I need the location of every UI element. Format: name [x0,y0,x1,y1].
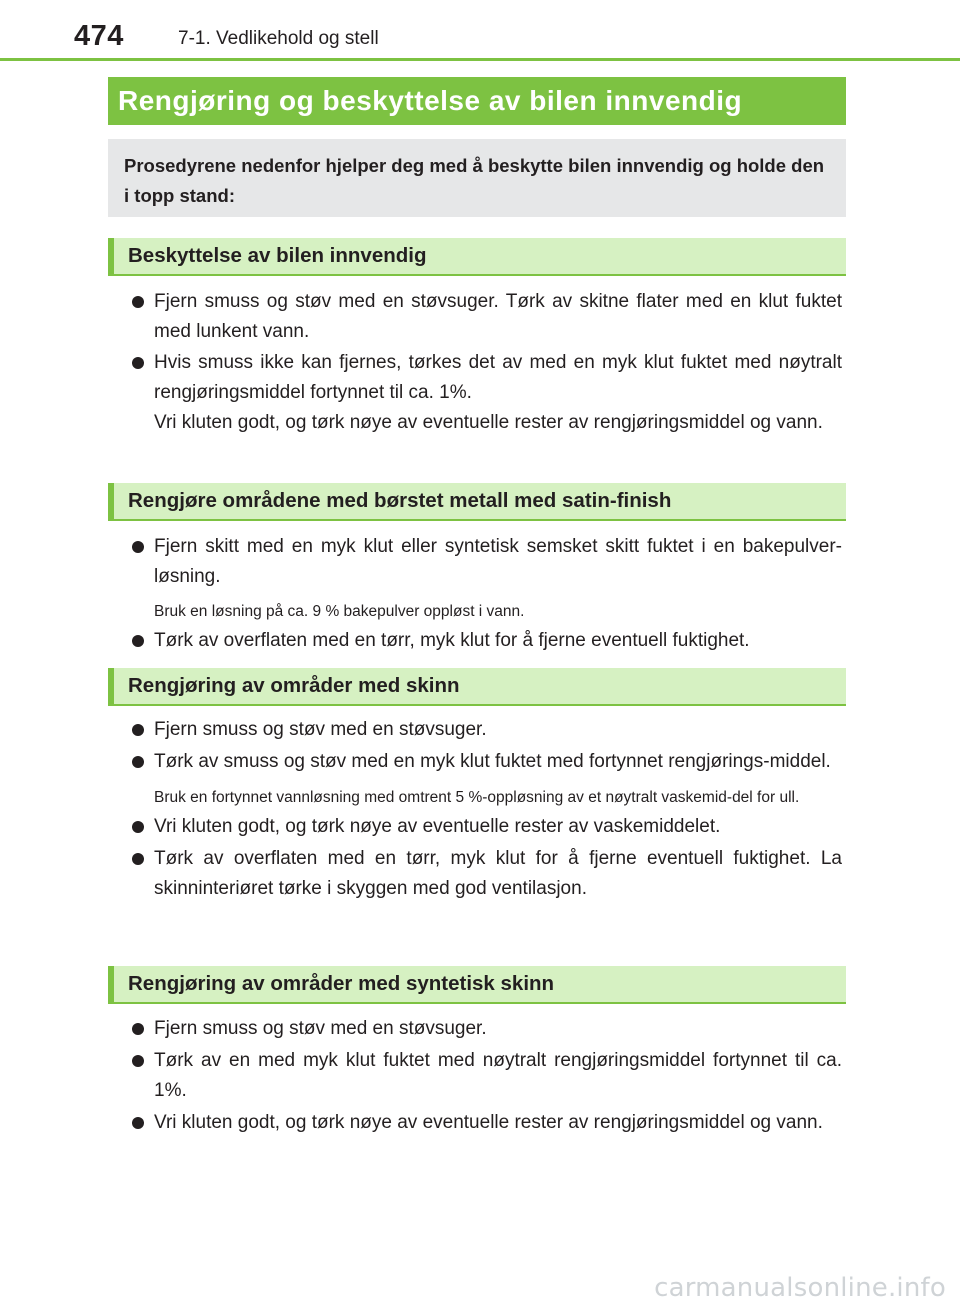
list-item-text: Vri kluten godt, og tørk nøye av eventuelle rester av rengjøringsmiddel og vann. [154,412,823,433]
intro-box: Prosedyrene nedenfor hjelper deg med å beskytte bilen innvendig og holde den i topp stand: [108,139,846,217]
note-text: Bruk en fortynnet vannløsning med omtrent 5 %-oppløsning av et nøytralt vaskemid-del for ull. [154,789,800,806]
bullet-icon [132,357,144,369]
bullet-icon [132,1117,144,1129]
chapter-title: 7-1. Vedlikehold og stell [178,28,379,49]
bullet-icon [132,724,144,736]
list-item [130,1046,842,1106]
watermark: carmanualsonline.info [654,1273,946,1303]
list-item [130,287,842,347]
bullet-icon [132,853,144,865]
bullet-icon [132,296,144,308]
list-item-text: Tørk av overflaten med en tørr, myk klut for å fjerne eventuell fuktighet. [154,630,750,651]
section-heading: Rengjøring av områder med skinn [108,668,846,706]
header-divider [0,58,960,61]
section-body [130,287,842,438]
list-item [130,348,842,408]
page-header [0,0,960,64]
list-item-continuation [130,408,842,438]
bullet-icon [132,1055,144,1067]
list-item-text: Fjern smuss og støv med en støvsuger. [154,719,487,740]
page-number: 474 [74,20,124,52]
bullet-icon [132,821,144,833]
list-item-text: Tørk av en med myk klut fuktet med nøytralt rengjøringsmiddel fortynnet til ca. 1%. [154,1050,842,1101]
list-item [130,532,842,592]
bullet-icon [132,635,144,647]
list-item-text: Fjern skitt med en myk klut eller syntetisk semsket skitt fuktet i en bakepulver-løsning. [154,536,842,587]
list-item-text: Tørk av overflaten med en tørr, myk klut for å fjerne eventuell fuktighet. La skinninteriøret tørke i skyggen med god ventilasjon. [154,848,842,899]
list-item [130,844,842,904]
bullet-icon [132,756,144,768]
list-item-text: Hvis smuss ikke kan fjernes, tørkes det av med en myk klut fuktet med nøytralt rengjøringsmiddel fortynnet til ca. 1%. [154,352,842,403]
note-text: Bruk en løsning på ca. 9 % bakepulver oppløst i vann. [154,603,525,620]
section-heading: Rengjøring av områder med syntetisk skinn [108,966,846,1004]
list-item-text: Fjern smuss og støv med en støvsuger. Tørk av skitne flater med en klut fuktet med lunkent vann. [154,291,842,342]
list-item [130,715,842,745]
section-heading: Rengjøre områdene med børstet metall med satin-finish [108,483,846,521]
section-heading: Beskyttelse av bilen innvendig [108,238,846,276]
list-item-text: Tørk av smuss og støv med en myk klut fuktet med fortynnet rengjørings-middel. [154,751,831,772]
list-item-text: Vri kluten godt, og tørk nøye av eventuelle rester av vaskemiddelet. [154,816,721,837]
list-item [130,812,842,842]
list-item [130,626,842,656]
section-body [130,1014,842,1138]
section-body [130,532,842,656]
list-item [130,1014,842,1044]
list-item-text: Fjern smuss og støv med en støvsuger. [154,1018,487,1039]
list-item-text: Vri kluten godt, og tørk nøye av eventuelle rester av rengjøringsmiddel og vann. [154,1112,823,1133]
section-body [130,715,842,904]
bullet-icon [132,1023,144,1035]
list-item [130,1108,842,1138]
page-title: Rengjøring og beskyttelse av bilen innvendig [108,77,846,125]
list-item [130,747,842,777]
bullet-icon [132,541,144,553]
